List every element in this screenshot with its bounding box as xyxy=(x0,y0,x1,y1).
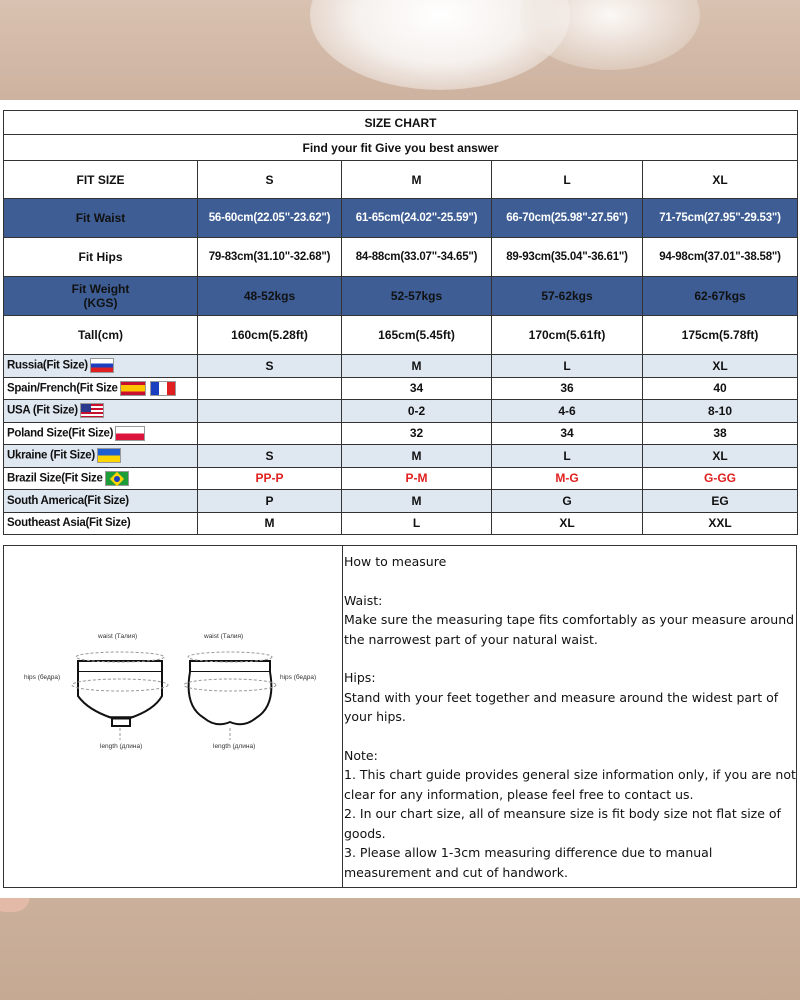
cell xyxy=(198,422,342,445)
waist-label-left: waist (Талия) xyxy=(98,633,138,640)
row-south-america xyxy=(4,490,798,513)
cell: S xyxy=(198,445,342,468)
cell: 71-75cm(27.95"-29.53") xyxy=(643,199,798,238)
cell: G-GG xyxy=(643,467,798,490)
country-label: Poland Size(Fit Size) xyxy=(7,427,114,440)
measure-section xyxy=(3,545,800,888)
cell: M xyxy=(198,512,342,535)
cell: 0-2 xyxy=(342,400,492,423)
country-label: Spain/French(Fit Size xyxy=(7,382,118,395)
header-row xyxy=(4,161,798,199)
cell: S xyxy=(198,355,342,378)
note-2: 2. In our chart size, all of meansure size is fit body size not flat size of goods. xyxy=(344,806,785,841)
cell: L xyxy=(342,512,492,535)
row-ukraine xyxy=(4,445,798,468)
row-label: Tall(cm) xyxy=(4,316,198,355)
cell xyxy=(198,377,342,400)
cell: 36 xyxy=(492,377,643,400)
cell: L xyxy=(492,355,643,378)
length-label-right: length (длина) xyxy=(213,743,256,750)
size-table xyxy=(3,110,798,535)
cell: 62-67kgs xyxy=(643,277,798,316)
cell: 160cm(5.28ft) xyxy=(198,316,342,355)
cell: XL xyxy=(643,445,798,468)
waist-label-right: waist (Талия) xyxy=(204,633,244,640)
divider xyxy=(342,546,343,887)
cell: EG xyxy=(643,490,798,513)
cell: 57-62kgs xyxy=(492,277,643,316)
row-label: South America(Fit Size) xyxy=(4,490,198,513)
note-3: 3. Please allow 1-3cm measuring difference due to manual measurement and cut of handwork. xyxy=(344,845,717,880)
cell: 32 xyxy=(342,422,492,445)
cell: 38 xyxy=(643,422,798,445)
cell: 34 xyxy=(492,422,643,445)
cell: M xyxy=(342,445,492,468)
cell: M xyxy=(342,355,492,378)
cell: P-M xyxy=(342,467,492,490)
cell: PP-P xyxy=(198,467,342,490)
row-label xyxy=(4,355,198,378)
hips-text: Stand with your feet together and measure around the widest part of your hips. xyxy=(344,689,783,725)
row-spain-french xyxy=(4,377,798,400)
cell xyxy=(198,400,342,423)
row-label: Fit Weight (KGS) xyxy=(4,277,198,316)
cell: 66-70cm(25.98"-27.56") xyxy=(492,199,643,238)
how-to-measure-heading: How to measure xyxy=(344,554,447,569)
cell: 94-98cm(37.01"-38.58") xyxy=(643,238,798,277)
cell: 8-10 xyxy=(643,400,798,423)
row-poland xyxy=(4,422,798,445)
measure-diagram xyxy=(4,546,342,887)
row-southeast-asia xyxy=(4,512,798,535)
country-label: Brazil Size(Fit Size xyxy=(7,472,103,485)
row-tall xyxy=(4,316,798,355)
header-fit-size: FIT SIZE xyxy=(4,161,198,199)
cell: 84-88cm(33.07"-34.65") xyxy=(342,238,492,277)
background-bottom xyxy=(0,898,800,1000)
note-title: Note: xyxy=(344,748,378,764)
cell: 56-60cm(22.05"-23.62") xyxy=(198,199,342,238)
hips-title: Hips: xyxy=(344,670,376,686)
cell: 89-93cm(35.04"-36.61") xyxy=(492,238,643,277)
cell: L xyxy=(492,445,643,468)
country-label: Ukraine (Fit Size) xyxy=(7,449,95,462)
row-fit-waist xyxy=(4,199,798,238)
cell: 61-65cm(24.02"-25.59") xyxy=(342,199,492,238)
row-label xyxy=(4,400,198,423)
cell: 79-83cm(31.10"-32.68") xyxy=(198,238,342,277)
usa-flag-icon xyxy=(80,403,104,418)
row-label: Fit Hips xyxy=(4,238,198,277)
hips-label-right: hips (бедра) xyxy=(280,674,317,681)
cell: 175cm(5.78ft) xyxy=(643,316,798,355)
poland-flag-icon xyxy=(115,426,145,441)
row-label xyxy=(4,377,198,400)
cell: 52-57kgs xyxy=(342,277,492,316)
cell: 4-6 xyxy=(492,400,643,423)
header-l: L xyxy=(492,161,643,199)
waist-text: Make sure the measuring tape fits comfortably as your measure around the narrowest part of your natural waist. xyxy=(344,612,799,647)
header-m: M xyxy=(342,161,492,199)
cell: XL xyxy=(492,512,643,535)
chart-subtitle: Find your fit Give you best answer xyxy=(4,135,798,161)
row-label xyxy=(4,467,198,490)
row-label: Fit Waist xyxy=(4,199,198,238)
country-label: USA (Fit Size) xyxy=(7,404,78,417)
row-usa xyxy=(4,400,798,423)
country-label: Russia(Fit Size) xyxy=(7,359,88,372)
cell: P xyxy=(198,490,342,513)
russia-flag-icon xyxy=(90,358,114,373)
header-xl: XL xyxy=(643,161,798,199)
row-fit-hips xyxy=(4,238,798,277)
row-russia xyxy=(4,355,798,378)
cell: XL xyxy=(643,355,798,378)
panties-diagram-icon xyxy=(4,546,342,889)
spain-flag-icon xyxy=(120,381,146,396)
cell: 34 xyxy=(342,377,492,400)
row-label: Southeast Asia(Fit Size) xyxy=(4,512,198,535)
cell: 40 xyxy=(643,377,798,400)
cell: M-G xyxy=(492,467,643,490)
measure-instructions xyxy=(344,552,800,882)
cell: 48-52kgs xyxy=(198,277,342,316)
brazil-flag-icon xyxy=(105,471,129,486)
cell: 165cm(5.45ft) xyxy=(342,316,492,355)
note-1: 1. This chart guide provides general size information only, if you are not clear for any information, please feel free to contact us. xyxy=(344,767,800,802)
cell: M xyxy=(342,490,492,513)
row-fit-weight xyxy=(4,277,798,316)
chart-title: SIZE CHART xyxy=(4,111,798,135)
header-s: S xyxy=(198,161,342,199)
france-flag-icon xyxy=(150,381,176,396)
waist-title: Waist: xyxy=(344,592,383,608)
row-brazil xyxy=(4,467,798,490)
row-label xyxy=(4,445,198,468)
length-label-left: length (длина) xyxy=(100,743,143,750)
row-label xyxy=(4,422,198,445)
ukraine-flag-icon xyxy=(97,448,121,463)
size-chart-sheet xyxy=(0,100,800,898)
hips-label-left: hips (бедра) xyxy=(24,674,61,681)
cell: 170cm(5.61ft) xyxy=(492,316,643,355)
cell: XXL xyxy=(643,512,798,535)
cell: G xyxy=(492,490,643,513)
